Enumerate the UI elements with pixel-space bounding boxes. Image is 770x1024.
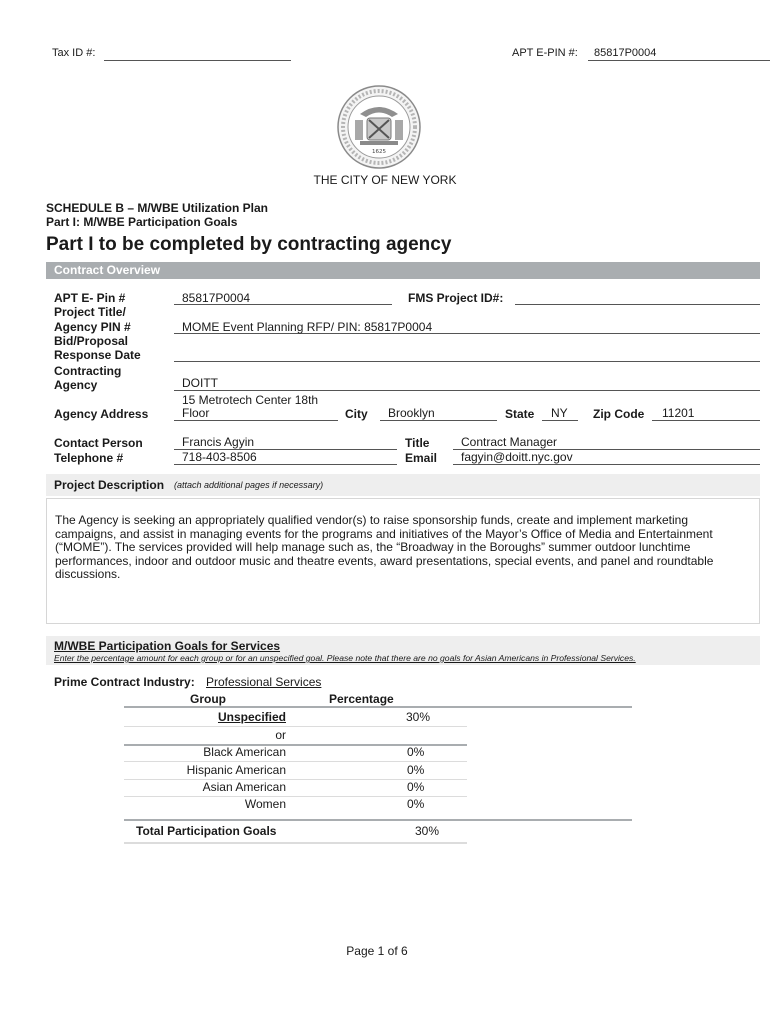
- address-label: Agency Address: [54, 407, 149, 421]
- table-header-rule: [124, 706, 632, 708]
- group-header: Group: [190, 692, 226, 706]
- page-number: Page 1 of 6: [346, 944, 408, 958]
- total-value: 30%: [415, 824, 440, 838]
- state-field[interactable]: [542, 406, 578, 421]
- zip-field[interactable]: [652, 406, 760, 421]
- total-label: Total Participation Goals: [136, 824, 277, 838]
- goals-header: [46, 636, 760, 665]
- seal-year: 1625: [372, 149, 386, 155]
- phone-label: Telephone #: [54, 451, 124, 465]
- email-field[interactable]: [453, 450, 760, 465]
- goal-group-asian-american: Asian American: [202, 780, 286, 794]
- industry-label: Prime Contract Industry:: [54, 675, 195, 689]
- total-bottom-rule: [124, 842, 467, 844]
- apt-pin-field[interactable]: [174, 291, 392, 305]
- industry-value: Professional Services: [206, 675, 322, 689]
- title-label: Title: [405, 436, 430, 450]
- address-field[interactable]: [174, 406, 338, 421]
- city-label: City: [345, 407, 368, 421]
- email-label: Email: [405, 451, 438, 465]
- goal-row-asian-american: [124, 779, 467, 797]
- agency-label-1: Contracting: [54, 364, 122, 378]
- city-value: Brooklyn: [388, 406, 435, 420]
- project-title-label-2: Agency PIN #: [54, 320, 131, 334]
- contact-value: Francis Agyin: [182, 435, 255, 449]
- contact-field[interactable]: [174, 435, 397, 450]
- city-caption: THE CITY OF NEW YORK: [313, 173, 457, 187]
- project-description-box[interactable]: [46, 498, 760, 624]
- goal-row-black-american: [124, 744, 467, 762]
- apt-pin-label: APT E- Pin #: [54, 291, 126, 305]
- project-description-label: Project Description: [54, 478, 165, 492]
- goal-value-hispanic-american[interactable]: 0%: [407, 763, 425, 777]
- title-field[interactable]: [453, 435, 760, 450]
- city-field[interactable]: [380, 406, 497, 421]
- agency-label-2: Agency: [54, 378, 98, 392]
- project-description-text: The Agency is seeking an appropriately qualified vendor(s) to raise sponsorship funds, create and implement marketing campaigns, and assist in managing events for the programs and initiatives of the Mayor’s Office of Media and Entertainment (“MOME”). The services provided will help manage such as, the “Broadway in the Boroughs” summer outdoor lunchtime performances, indoor and outdoor music and theatre events, award presentations, special events, and panel and roundtable discussions.: [55, 513, 714, 581]
- goals-instruction: Enter the percentage amount for each group or for an unspecified goal. Please note that there are no goals for Asian Americans in Professional Services.: [54, 653, 636, 663]
- email-value: fagyin@doitt.nyc.gov: [461, 450, 573, 464]
- state-value: NY: [551, 406, 568, 420]
- project-title-label-1: Project Title/: [54, 305, 126, 319]
- apt-epin-value: 85817P0004: [594, 47, 657, 59]
- city-seal: [336, 84, 422, 170]
- apt-epin-label: APT E-PIN #:: [512, 47, 578, 59]
- zip-label: Zip Code: [593, 407, 645, 421]
- schedule-part: Part I: M/WBE Participation Goals: [46, 215, 238, 229]
- goal-value-black-american[interactable]: 0%: [407, 745, 425, 759]
- contract-overview-band: [46, 262, 760, 279]
- goal-value-asian-american[interactable]: 0%: [407, 780, 425, 794]
- goal-group-unspecified: Unspecified: [217, 710, 286, 724]
- apt-pin-value: 85817P0004: [182, 291, 251, 305]
- agency-field[interactable]: [174, 376, 760, 391]
- address-line-2: Floor: [182, 406, 210, 420]
- goal-row-unspecified: [124, 709, 467, 727]
- percentage-header: Percentage: [329, 692, 394, 706]
- schedule-title: SCHEDULE B – M/WBE Utilization Plan: [46, 201, 269, 215]
- phone-field[interactable]: [174, 450, 397, 465]
- project-title-field[interactable]: [174, 320, 760, 334]
- contract-overview-label: Contract Overview: [54, 263, 161, 277]
- goal-group-or: or: [275, 728, 286, 742]
- tax-id-field[interactable]: [104, 48, 291, 61]
- goal-value-women[interactable]: 0%: [407, 797, 425, 811]
- phone-value: 718-403-8506: [182, 450, 257, 464]
- tax-id-label: Tax ID #:: [52, 47, 96, 59]
- project-title-value: MOME Event Planning RFP/ PIN: 85817P0004: [182, 320, 433, 334]
- address-line-1: 15 Metrotech Center 18th: [182, 393, 319, 407]
- goals-title: M/WBE Participation Goals for Services: [54, 639, 281, 653]
- goal-group-hispanic-american: Hispanic American: [186, 763, 286, 777]
- agency-value: DOITT: [182, 376, 218, 390]
- goal-row-women: [124, 796, 467, 813]
- goal-group-black-american: Black American: [203, 745, 286, 759]
- goal-group-women: Women: [244, 797, 286, 811]
- goal-row-hispanic-american: [124, 762, 467, 780]
- bid-label-2: Response Date: [54, 348, 141, 362]
- state-label: State: [505, 407, 535, 421]
- fms-label: FMS Project ID#:: [408, 291, 504, 305]
- page-heading: Part I to be completed by contracting agency: [46, 234, 452, 255]
- bid-label-1: Bid/Proposal: [54, 334, 129, 348]
- apt-epin-field[interactable]: [588, 48, 770, 61]
- zip-value: 11201: [662, 406, 695, 420]
- project-description-header: [46, 474, 760, 496]
- contact-label: Contact Person: [54, 436, 143, 450]
- goal-value-unspecified[interactable]: 30%: [406, 710, 431, 724]
- project-description-note: (attach additional pages if necessary): [174, 480, 324, 490]
- title-value: Contract Manager: [461, 435, 558, 449]
- bid-date-field[interactable]: [174, 347, 760, 362]
- fms-field[interactable]: [515, 291, 760, 305]
- total-rule: [124, 819, 632, 821]
